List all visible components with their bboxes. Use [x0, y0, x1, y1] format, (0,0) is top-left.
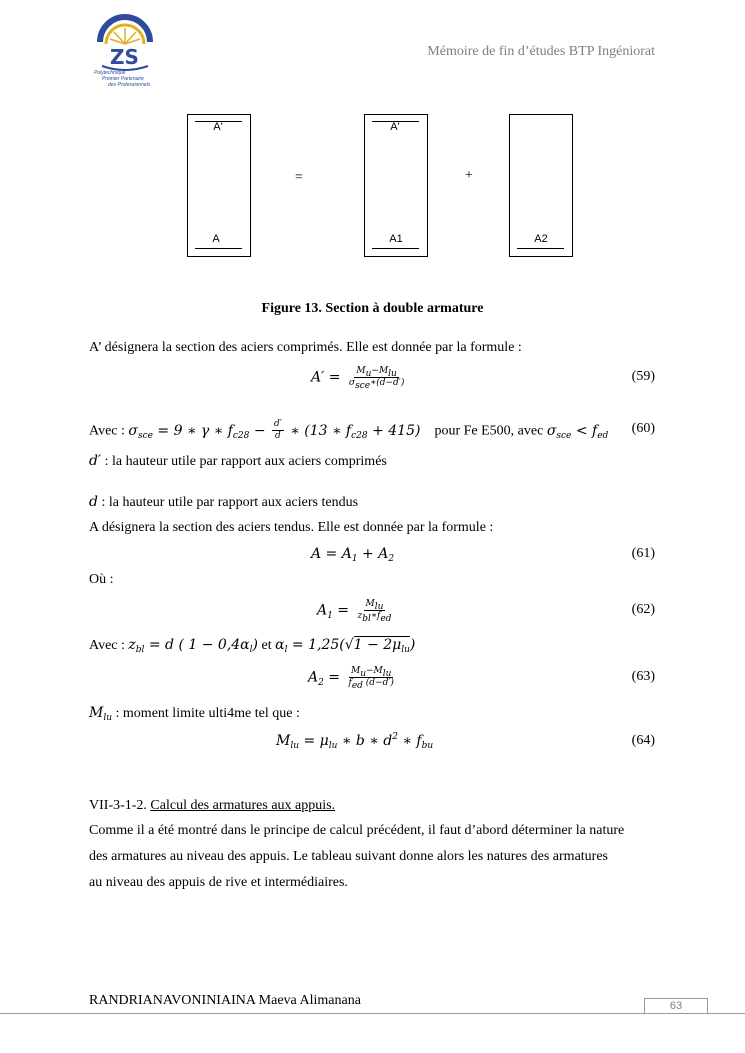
label-a-prime-2: A': [390, 121, 400, 133]
label-a: A: [212, 233, 220, 245]
section-heading: VII-3-1-2. Calcul des armatures aux appuis.: [89, 798, 336, 813]
eq-number-64: (64): [631, 733, 655, 748]
figure-caption: Figure 13. Section à double armature: [261, 301, 484, 316]
eq-number-63: (63): [631, 669, 655, 684]
equation-62: $A_1$ = $\frac{\text{Mlu}}{\text{zbl∗fed}}$: [317, 599, 392, 624]
label-a-prime: A': [213, 121, 223, 133]
paragraph-line-2: des armatures au niveau des appuis. Le tableau suivant donne alors les natures des armatures: [89, 849, 608, 864]
equation-64: $M_{lu} = \mu_{lu}$ ∗ b ∗ $d^2$ ∗ $f_{bu}$: [276, 732, 434, 751]
a-definition: A désignera la section des aciers tendus. Elle est donnée par la formule :: [89, 520, 494, 535]
svg-text:ZS: ZS: [110, 45, 139, 69]
equation-60: Avec : $\sigma_{sce} = 9$ ∗ γ ∗ $f_{c28}$ − $\frac{d'}{d}$ ∗ (13 ∗ $f_{c28} + 415$) pour Fe E500, avec $\sigma_{sce} < f_{ed}$: [89, 419, 609, 441]
ou-label: Où :: [89, 572, 114, 587]
mlu-definition: $M_{lu}$ : moment limite ulti4me tel que :: [89, 705, 300, 723]
page-number-box: [644, 998, 708, 1014]
zbl-alpha-definition: Avec : $z_{bl} = d$ ( $1 - 0,4\alpha_l$) et $\alpha_l = 1,25(√1 - 2\mu_{lu})$: [89, 637, 416, 655]
logo-caption: Polytechnique Premier Partenaire des Professionnels: [94, 70, 151, 88]
footer-author: RANDRIANAVONINIAINA Maeva Alimanana: [89, 993, 361, 1008]
aprime-definition: A’ désignera la section des aciers comprimés. Elle est donnée par la formule :: [89, 340, 522, 355]
equals-sign: =: [295, 170, 303, 185]
equation-61: $A = A_1 + A_2$: [311, 546, 395, 564]
equation-59: A′ = $\frac{\text{Mu−Mlu}}{\text{σsce∗(d−d′)}}$: [311, 366, 405, 391]
page-number: 63: [669, 1000, 683, 1012]
eq-number-60: (60): [631, 421, 655, 436]
label-a1: A1: [389, 233, 403, 245]
header-title: Mémoire de fin d’études BTP Ingéniorat: [427, 44, 655, 59]
dprime-definition: d′ : la hauteur utile par rapport aux aciers comprimés: [89, 453, 387, 469]
footer-rule: [0, 1013, 745, 1014]
paragraph-line-1: Comme il a été montré dans le principe de calcul précédent, il faut d’abord déterminer la nature: [89, 823, 625, 838]
eq-number-59: (59): [631, 369, 655, 384]
plus-sign: +: [465, 168, 473, 183]
eq-number-61: (61): [631, 546, 655, 561]
d-definition: d : la hauteur utile par rapport aux aciers tendus: [89, 494, 359, 510]
equation-63: $A_2$ = $\frac{\text{Mu−Mlu}}{\text{fed (d−d′)}}$: [308, 666, 394, 691]
eq-number-62: (62): [631, 602, 655, 617]
paragraph-line-3: au niveau des appuis de rive et intermédiaires.: [89, 875, 348, 890]
label-a2: A2: [534, 233, 548, 245]
